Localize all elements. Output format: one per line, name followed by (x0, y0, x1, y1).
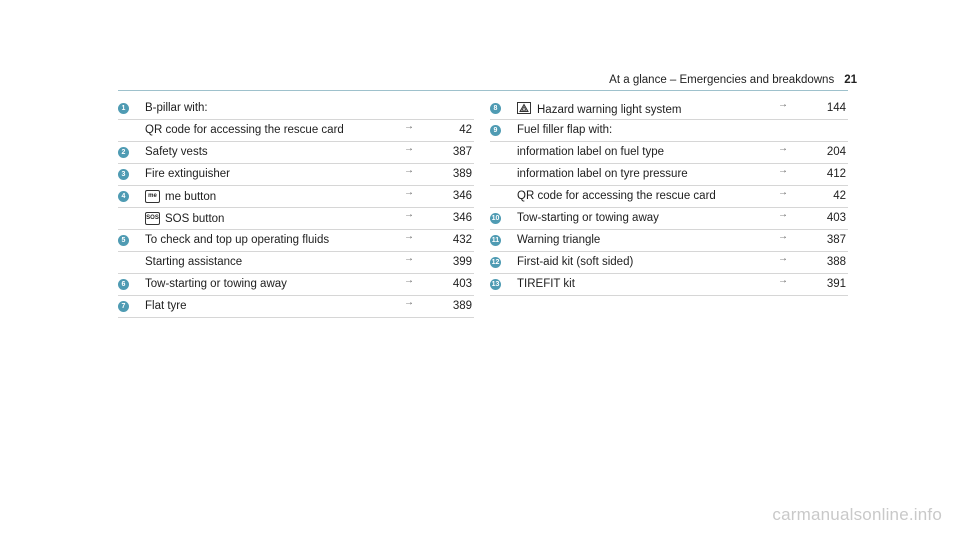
entry-text: TIREFIT kit (517, 278, 575, 290)
page-reference[interactable]: 432 (452, 234, 472, 246)
page-reference[interactable]: 391 (826, 278, 846, 290)
page-reference[interactable]: 144 (826, 102, 846, 114)
page-reference[interactable]: 387 (826, 234, 846, 246)
index-entry[interactable] (490, 98, 848, 120)
item-number-badge: 3 (118, 169, 129, 180)
index-entry[interactable] (118, 230, 474, 252)
item-number-badge: 9 (490, 125, 501, 136)
entry-text: Fuel filler flap with: (517, 124, 613, 136)
entry-label (145, 190, 216, 203)
index-entry[interactable] (490, 274, 848, 296)
index-entry[interactable] (118, 296, 474, 318)
page-reference[interactable]: 389 (452, 168, 472, 180)
item-number-badge: 13 (491, 281, 500, 288)
entry-text: Tow-starting or towing away (517, 212, 659, 224)
index-entry[interactable] (118, 252, 474, 274)
entry-text: Fire extinguisher (145, 168, 231, 180)
entry-text: SOS button (165, 212, 225, 225)
index-entry[interactable] (490, 208, 848, 230)
page-ref-arrow-icon: → (778, 231, 788, 242)
entry-text: QR code for accessing the rescue card (145, 124, 344, 136)
watermark: carmanualsonline.info (772, 505, 942, 524)
page-ref-arrow-icon: → (404, 209, 414, 220)
entry-label (517, 146, 664, 158)
page-ref-arrow-icon: → (404, 187, 414, 198)
hazard-warning-icon (517, 102, 531, 117)
page-ref-arrow-icon: → (404, 165, 414, 176)
index-entry[interactable] (118, 186, 474, 208)
entry-label (145, 168, 230, 180)
page-reference[interactable]: 204 (826, 146, 846, 158)
entry-label (517, 234, 600, 246)
page-reference[interactable]: 399 (452, 256, 472, 268)
item-number-badge: 4 (118, 191, 129, 202)
item-number-badge: 8 (490, 103, 501, 114)
entry-label (517, 256, 633, 268)
entry-text: Safety vests (145, 146, 208, 158)
item-number-badge: 12 (491, 259, 500, 266)
index-entry[interactable] (490, 230, 848, 252)
page-ref-arrow-icon: → (404, 231, 414, 242)
page-ref-arrow-icon: → (778, 187, 788, 198)
index-entry[interactable] (490, 164, 848, 186)
page-reference[interactable]: 346 (452, 212, 472, 224)
page-ref-arrow-icon: → (404, 121, 414, 132)
entry-text: me button (165, 190, 217, 203)
header-page-number: 21 (844, 74, 857, 86)
entry-text: First-aid kit (soft sided) (517, 256, 634, 268)
entry-text: QR code for accessing the rescue card (517, 190, 716, 202)
entry-label (145, 146, 208, 158)
page-reference[interactable]: 346 (452, 190, 472, 202)
entry-label (517, 102, 681, 117)
page-ref-arrow-icon: → (778, 99, 788, 110)
item-number-badge: 7 (118, 301, 129, 312)
item-number-badge: 1 (118, 103, 129, 114)
entry-label (517, 168, 688, 180)
entry-label (517, 278, 575, 290)
item-number-badge: 11 (491, 237, 500, 244)
index-entry[interactable] (118, 274, 474, 296)
page-reference[interactable]: 42 (459, 124, 472, 136)
entry-text: Hazard warning light system (537, 103, 682, 116)
page-reference[interactable]: 403 (826, 212, 846, 224)
entry-text: information label on tyre pressure (517, 168, 688, 180)
item-number-badge: 5 (118, 235, 129, 246)
item-number-badge: 2 (118, 147, 129, 158)
page-ref-arrow-icon: → (404, 297, 414, 308)
page-reference[interactable]: 387 (452, 146, 472, 158)
page-reference[interactable]: 412 (826, 168, 846, 180)
index-entry[interactable] (118, 208, 474, 230)
me-button-icon: me (145, 190, 160, 203)
index-entry[interactable] (490, 142, 848, 164)
entry-label (145, 256, 242, 268)
index-entry[interactable] (490, 120, 848, 142)
page-ref-arrow-icon: → (778, 275, 788, 286)
right-column (490, 98, 848, 296)
index-entry[interactable] (490, 252, 848, 274)
index-entry[interactable] (118, 98, 474, 120)
index-entry[interactable] (118, 120, 474, 142)
page-reference[interactable]: 403 (452, 278, 472, 290)
entry-label (517, 190, 716, 202)
item-number-badge: 6 (118, 279, 129, 290)
left-column (118, 98, 474, 318)
page-ref-arrow-icon: → (778, 143, 788, 154)
item-number-badge: 10 (491, 215, 500, 222)
header-title: At a glance – Emergencies and breakdowns (609, 74, 835, 86)
entry-label (145, 124, 344, 136)
page-ref-arrow-icon: → (778, 253, 788, 264)
entry-text: B-pillar with: (145, 102, 208, 114)
page-ref-arrow-icon: → (778, 209, 788, 220)
entry-label (145, 234, 329, 246)
page-ref-arrow-icon: → (778, 165, 788, 176)
entry-text: Starting assistance (145, 256, 243, 268)
entry-label (145, 300, 187, 312)
page-ref-arrow-icon: → (404, 253, 414, 264)
entry-label (517, 212, 659, 224)
page-header (609, 74, 857, 86)
index-entry[interactable] (118, 164, 474, 186)
entry-text: Tow-starting or towing away (145, 278, 287, 290)
entry-text: Warning triangle (517, 234, 601, 246)
entry-label (145, 102, 208, 114)
page-ref-arrow-icon: → (404, 143, 414, 154)
entry-text: information label on fuel type (517, 146, 665, 158)
entry-label (517, 124, 612, 136)
entry-label (145, 212, 224, 225)
entry-text: Flat tyre (145, 300, 187, 312)
entry-label (145, 278, 287, 290)
sos-button-icon: SOS (145, 212, 160, 225)
header-rule (118, 90, 848, 91)
index-entry[interactable] (118, 142, 474, 164)
page-ref-arrow-icon: → (404, 275, 414, 286)
entry-text: To check and top up operating fluids (145, 234, 330, 246)
page-reference[interactable]: 389 (452, 300, 472, 312)
page-reference[interactable]: 42 (833, 190, 846, 202)
index-entry[interactable] (490, 186, 848, 208)
page-reference[interactable]: 388 (826, 256, 846, 268)
